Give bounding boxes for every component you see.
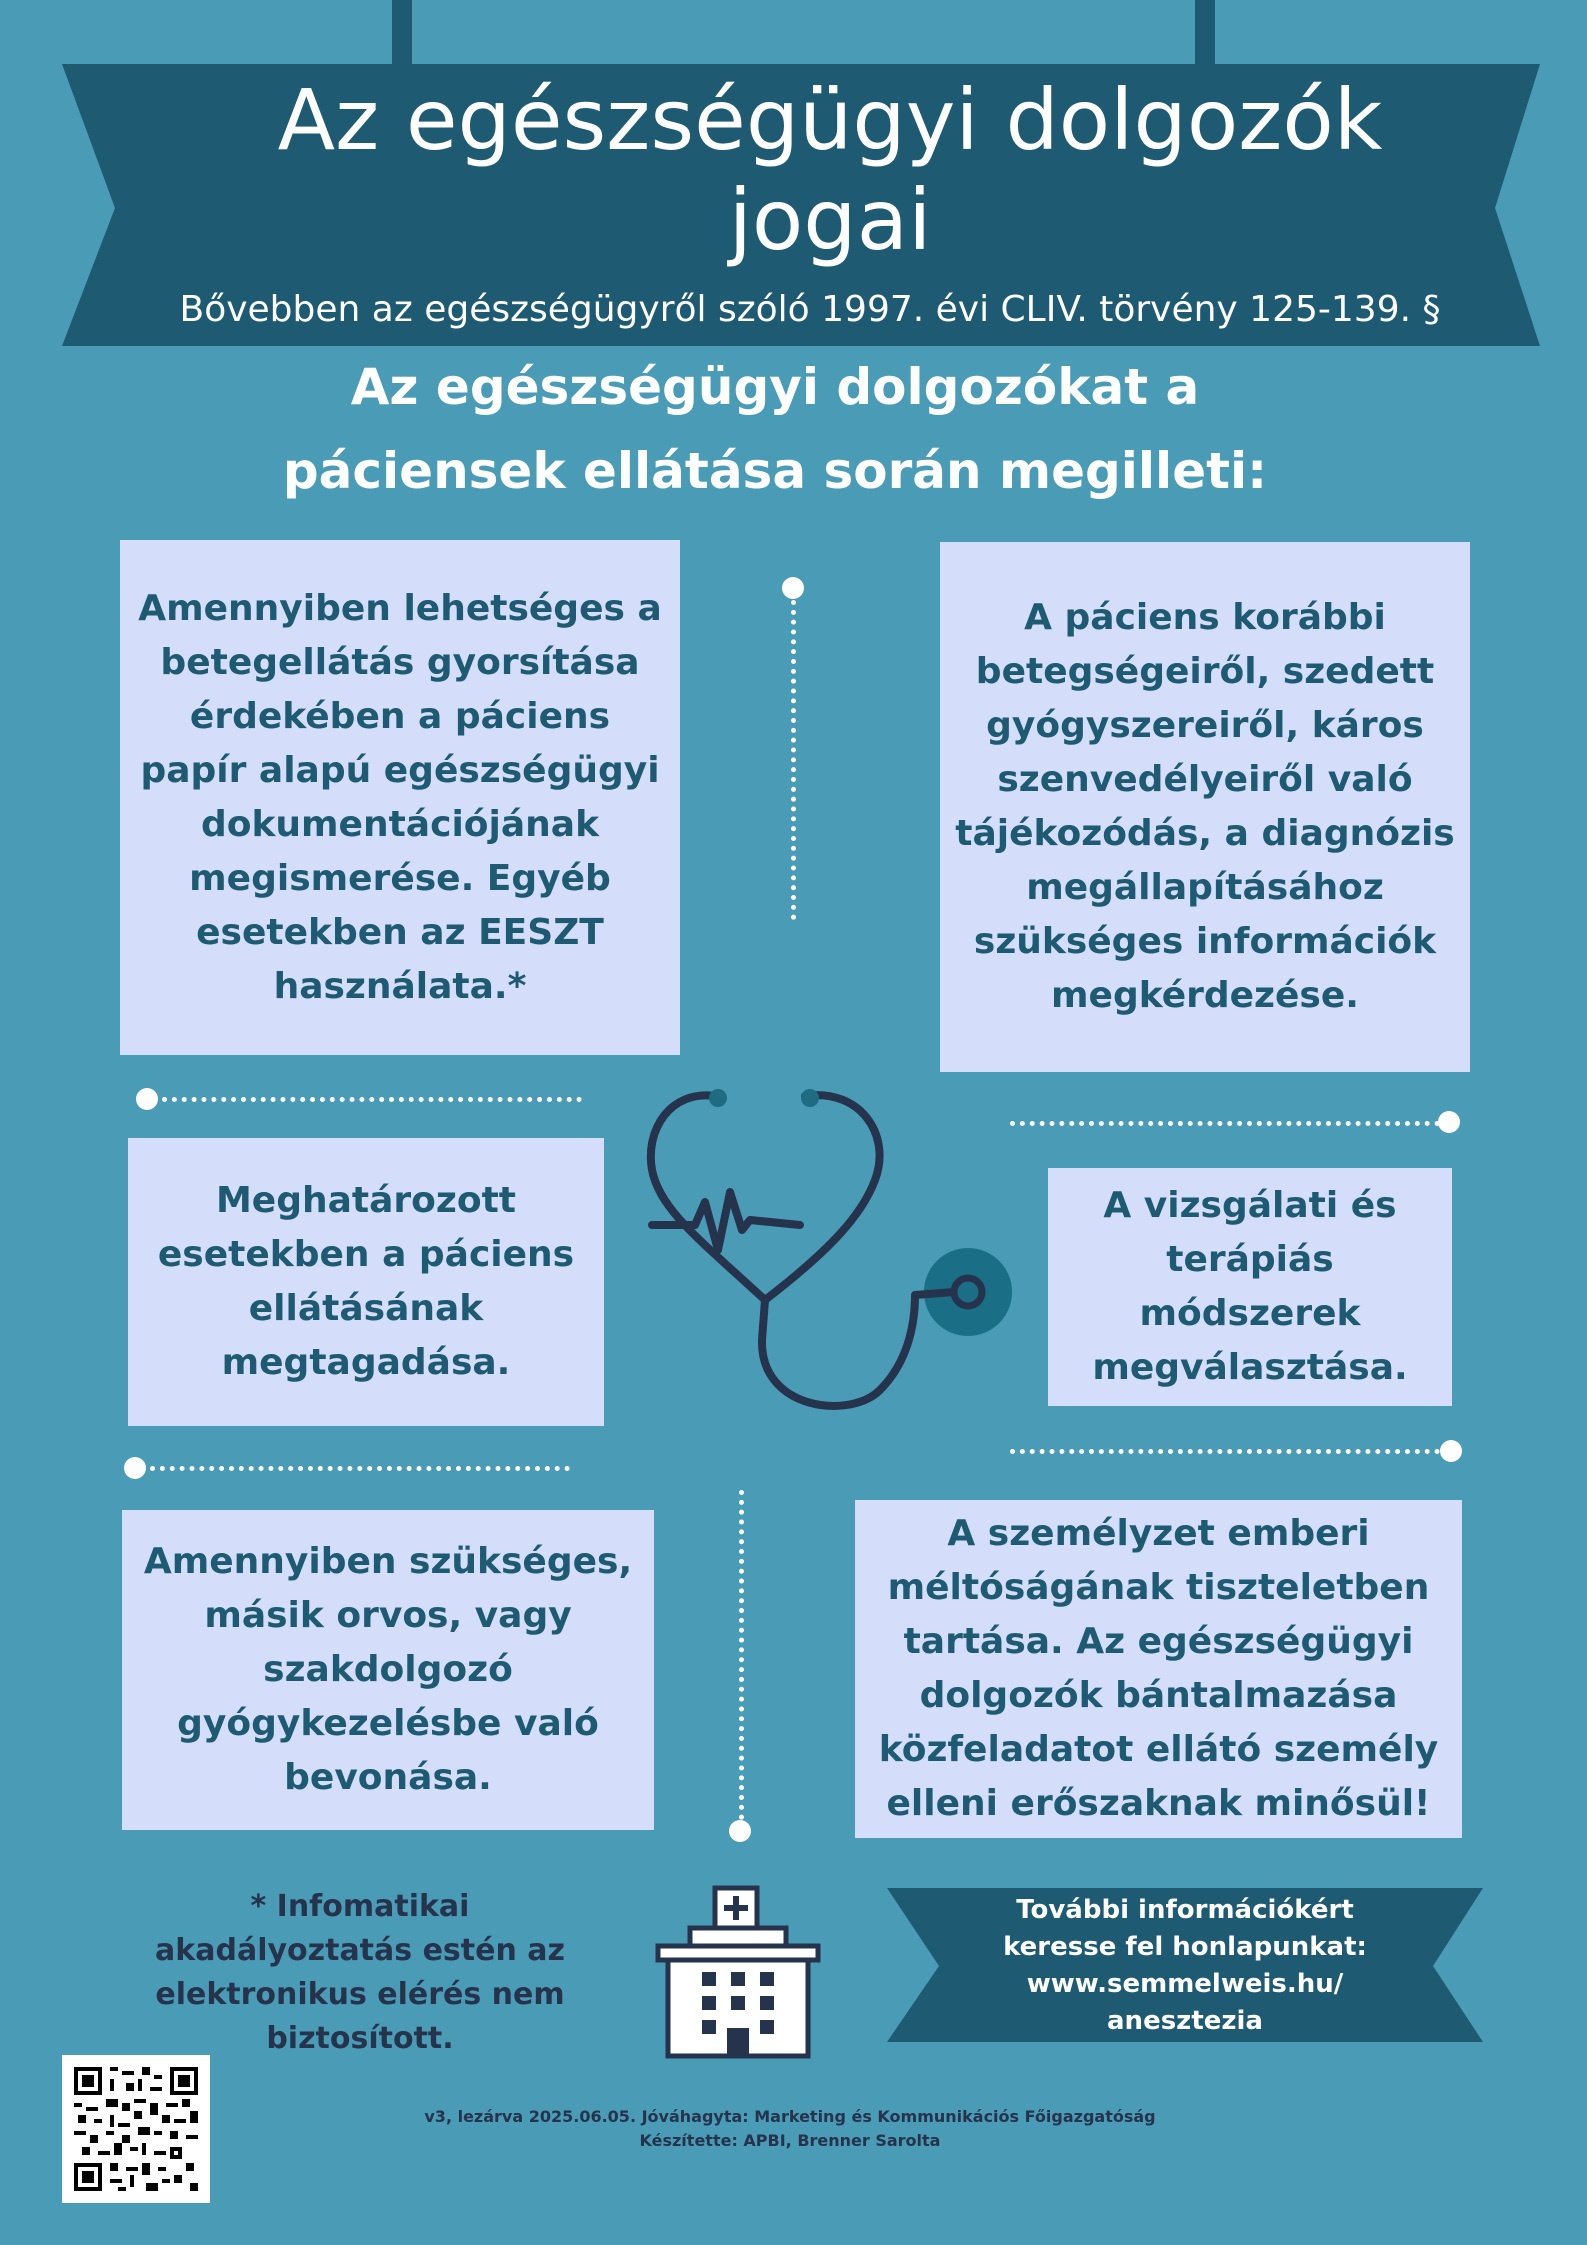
stethoscope-icon [630, 1080, 1030, 1440]
page-title [180, 70, 1480, 270]
info-banner-line2: keresse fel honlapunkat: [1003, 1932, 1367, 1962]
connector-line [791, 600, 796, 920]
right-card-choose-methods-text: A vizsgálati és terápiás módszerek megválasztása. [1092, 1185, 1408, 1388]
intro-heading-line2: páciensek ellátása során megilleti: [282, 442, 1268, 500]
connector-dot [1440, 1440, 1462, 1462]
right-card-involve-colleague-text: Amennyiben szükséges, másik orvos, vagy szakdolgozó gyógykezelésbe való bevonása. [143, 1541, 633, 1798]
credits-line1: v3, lezárva 2025.06.05. Jóváhagyta: Marketing és Kommunikációs Főigazgatóság [424, 2107, 1156, 2126]
connector-dot [729, 1820, 751, 1842]
qr-code-pattern [74, 2067, 198, 2191]
connector-line [739, 1490, 744, 1820]
connector-dot [136, 1088, 158, 1110]
right-card-staff-dignity [855, 1500, 1462, 1838]
info-banner-url[interactable]: www.semmelweis.hu/ [1026, 1969, 1344, 1999]
qr-code[interactable] [62, 2055, 210, 2203]
right-card-refuse-care-text: Meghatározott esetekben a páciens ellátásának megtagadása. [157, 1180, 575, 1383]
info-banner-text [935, 1892, 1435, 2040]
footnote: * Infomatikai akadályoztatás estén az elektronikus elérés nem biztosított. [155, 1889, 565, 2056]
intro-heading-line1: Az egészségügyi dolgozókat a [350, 358, 1200, 416]
credits-line2: Készítette: APBI, Brenner Sarolta [639, 2131, 941, 2150]
intro-heading [150, 345, 1400, 513]
page-title-line1: Az egészségügyi dolgozók [277, 71, 1383, 169]
info-banner-url-continued[interactable]: anesztezia [1107, 2006, 1263, 2036]
right-card-patient-history [940, 542, 1470, 1072]
right-card-choose-methods [1048, 1168, 1452, 1406]
connector-dot [124, 1457, 146, 1479]
connector-line [1010, 1449, 1440, 1454]
connector-line [162, 1097, 582, 1102]
right-card-paper-documentation-text: Amennyiben lehetséges a betegellátás gyorsítása érdekében a páciens papír alapú egészségügyi dokumentációjának megismerése. Egyéb esetekben az EESZT használata.* [138, 587, 662, 1007]
right-card-refuse-care [128, 1138, 604, 1426]
page-subtitle: Bővebben az egészségügyről szóló 1997. évi CLIV. törvény 125-139. § [179, 289, 1441, 330]
hospital-icon [652, 1884, 824, 2062]
right-card-patient-history-text: A páciens korábbi betegségeiről, szedett gyógyszereiről, káros szenvedélyeiről való tájékozódás, a diagnózis megállapításához szükséges információk megkérdezése. [955, 597, 1455, 1016]
credits [300, 2105, 1280, 2153]
page-title-line2: jogai [728, 171, 932, 269]
connector-line [1010, 1121, 1440, 1126]
connector-dot [782, 577, 804, 599]
right-card-staff-dignity-text: A személyzet emberi méltóságának tiszteletben tartása. Az egészségügyi dolgozók bántalmazása közfeladatot ellátó személy elleni erőszaknak minősül! [878, 1513, 1439, 1824]
connector-dot [1438, 1111, 1460, 1133]
connector-line [150, 1466, 570, 1471]
right-card-paper-documentation [120, 540, 680, 1055]
right-card-involve-colleague [122, 1510, 654, 1830]
info-banner-line1: További információkért [1016, 1895, 1354, 1925]
